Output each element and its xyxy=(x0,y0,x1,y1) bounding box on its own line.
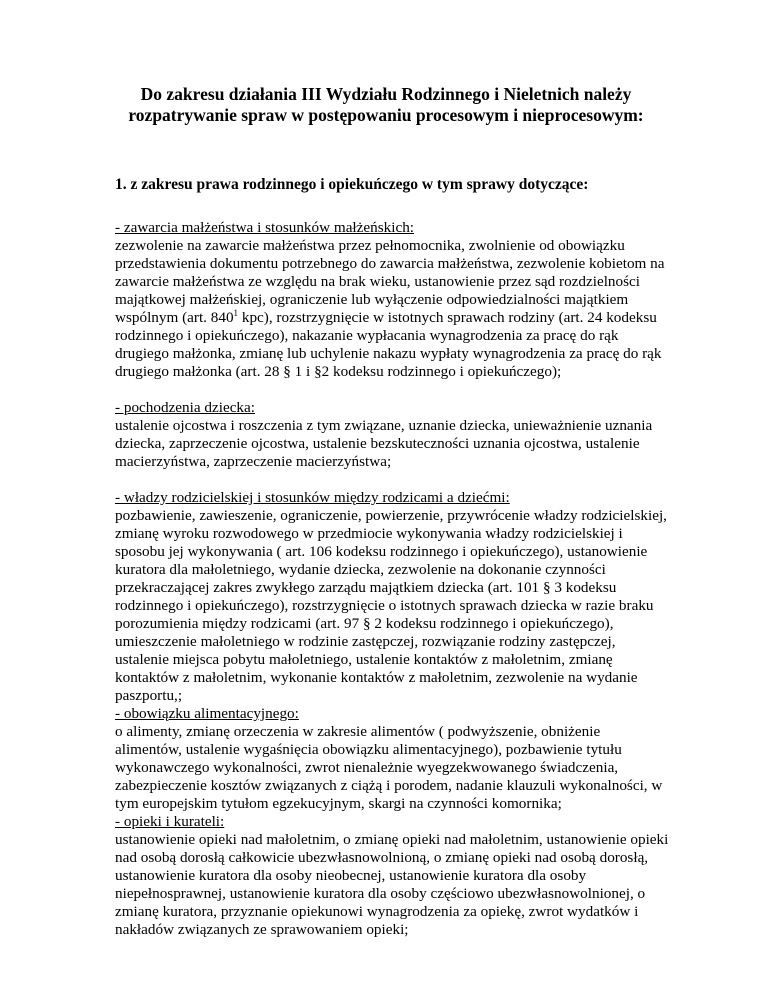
section-text-line: kuratora dla małoletniego, wydanie dziecka, zezwolenie na dokonanie czynności xyxy=(115,561,606,578)
section-child-origin xyxy=(115,399,675,471)
section-text-line: rodzinnego i opiekuńczego), nakazanie wypłacania wynagrodzenia za pracę do rąk xyxy=(115,327,619,344)
text-fragment: wspólnym (art. 840 xyxy=(115,309,234,326)
section-title: - opieki i kurateli: xyxy=(115,813,225,830)
section-text-line: niepełnosprawnej, ustanowienie kuratora dla osoby częściowo ubezwłasnowolnionej, o xyxy=(115,885,646,902)
section-text-line: majątkowej małżeńskiej, ograniczenie lub wyłączenie odpowiedzialności majątkiem xyxy=(115,291,629,308)
section-text-line: dziecka, zaprzeczenie ojcostwa, ustalenie bezskuteczności uznania ojcostwa, ustalenie xyxy=(115,435,640,452)
section-text-line: kontaktów z małoletnim, wykonanie kontaktów z małoletnim, zezwolenie na wydanie xyxy=(115,669,638,686)
section-text-line: porozumienia między rodzicami (art. 97 § 2 kodeksu rodzinnego i opiekuńczego), xyxy=(115,615,614,632)
section-text-line: tym europejskim tytułom egzekucyjnym, skargi na czynności komornika; xyxy=(115,795,562,812)
text-fragment: kpc), rozstrzygnięcie w istotnych sprawach rodziny (art. 24 kodeksu xyxy=(238,309,657,326)
section-text-line: nad osobą dorosłą całkowicie ubezwłasnowolnioną, o zmianę opieki nad osobą dorosłą, xyxy=(115,849,649,866)
section-text-line: ustalenie ojcostwa i roszczenia z tym związane, uznanie dziecka, unieważnienie uznania xyxy=(115,417,653,434)
section-text-line: zmianę kuratora, przyznanie opiekunowi wynagrodzenia za opiekę, zwrot wydatków i xyxy=(115,903,639,920)
section-parental-authority xyxy=(115,489,675,705)
section-title: - zawarcia małżeństwa i stosunków małżeńskich: xyxy=(115,219,415,236)
section-heading: 1. z zakresu prawa rodzinnego i opiekuńczego w tym sprawy dotyczące: xyxy=(115,176,589,193)
section-text-line: ustalenie miejsca pobytu małoletniego, ustalenie kontaktów z małoletnim, zmianę xyxy=(115,651,613,668)
section-title: - władzy rodzicielskiej i stosunków między rodzicami a dziećmi: xyxy=(115,489,510,506)
section-text-line: zmianę wyroku rozwodowego w przedmiocie wykonywania władzy rodzicielskiej i xyxy=(115,525,623,542)
section-text-line: zabezpieczenie kosztów związanych z ciążą i porodem, nadanie klauzuli wykonalności, w xyxy=(115,777,663,794)
section-text-line: drugiego małżonka (art. 28 § 1 i §2 kodeksu rodzinnego i opiekuńczego); xyxy=(115,363,562,380)
section-text-line: macierzyństwa, zaprzeczenie macierzyństwa; xyxy=(115,453,392,470)
section-text-line: nakładów związanych ze sprawowaniem opieki; xyxy=(115,921,409,938)
title-line-2: rozpatrywanie spraw w postępowaniu procesowym i nieprocesowym: xyxy=(128,105,644,125)
section-text-line: ustanowienie opieki nad małoletnim, o zmianę opieki nad małoletnim, ustanowienie opieki xyxy=(115,831,669,848)
section-text-line: ustanowienie kuratora dla osoby nieobecnej, ustanowienie kuratora dla osoby xyxy=(115,867,587,884)
section-text-line: zawarcie małżeństwa ze względu na brak wieku, ustanowienie przez sąd rozdzielności xyxy=(115,273,640,290)
section-guardianship xyxy=(115,813,675,939)
section-text-line: rodzinnego i opiekuńczego), rozstrzygnięcie o istotnych sprawach dziecka w razie braku xyxy=(115,597,654,614)
section-text-line: umieszczenie małoletniego w rodzinie zastępczej, rozwiązanie rodziny zastępczej, xyxy=(115,633,616,650)
section-alimony xyxy=(115,705,675,813)
title-line-1: Do zakresu działania III Wydziału Rodzinnego i Nieletnich należy xyxy=(140,84,632,104)
section-text-line: przedstawienia dokumentu potrzebnego do zawarcia małżeństwa, zezwolenie kobietom na xyxy=(115,255,665,272)
section-text-line xyxy=(115,309,675,327)
section-text-line: zezwolenie na zawarcie małżeństwa przez pełnomocnika, zwolnienie od obowiązku xyxy=(115,237,625,254)
section-text-line: przekraczającej zakres zwykłego zarządu majątkiem dziecka (art. 101 § 3 kodeksu xyxy=(115,579,617,596)
document-title xyxy=(90,84,682,126)
section-title: - obowiązku alimentacyjnego: xyxy=(115,705,299,722)
superscript: 1 xyxy=(233,307,239,318)
section-marriage xyxy=(115,219,675,381)
section-text-line: paszportu,; xyxy=(115,687,183,704)
section-text-line: drugiego małżonka, zmianę lub uchylenie nakazu wypłaty wynagrodzenia za pracę do rąk xyxy=(115,345,662,362)
section-text-line: wykonawczego wykonalności, zwrot nienależnie wyegzekwowanego świadczenia, xyxy=(115,759,619,776)
section-text-line: pozbawienie, zawieszenie, ograniczenie, powierzenie, przywrócenie władzy rodzicielskiej, xyxy=(115,507,667,524)
section-text-line: o alimenty, zmianę orzeczenia w zakresie alimentów ( podwyższenie, obniżenie xyxy=(115,723,601,740)
section-text-line: sposobu jej wykonywania ( art. 106 kodeksu rodzinnego i opiekuńczego), ustanowienie xyxy=(115,543,648,560)
section-text-line: alimentów, ustalenie wygaśnięcia obowiązku alimentacyjnego), pozbawienie tytułu xyxy=(115,741,622,758)
section-title: - pochodzenia dziecka: xyxy=(115,399,255,416)
